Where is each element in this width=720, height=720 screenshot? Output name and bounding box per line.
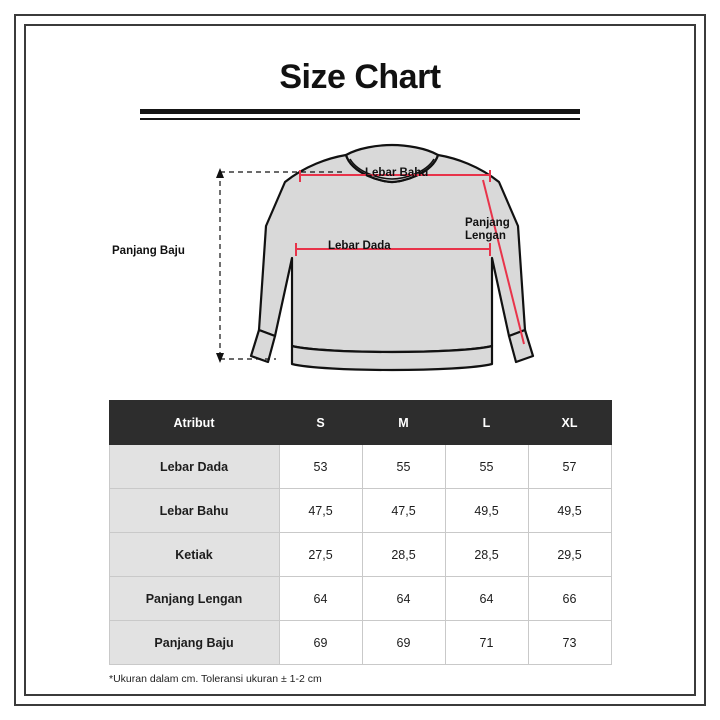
row-label-lebar-dada: Lebar Dada xyxy=(109,445,279,489)
column-header-l: L xyxy=(445,401,528,445)
title-divider xyxy=(140,109,580,120)
row-label-lebar-bahu: Lebar Bahu xyxy=(109,489,279,533)
cell-ketiak-xl: 29,5 xyxy=(528,533,611,577)
cell-lebar-bahu-m: 47,5 xyxy=(362,489,445,533)
row-label-panjang-lengan: Panjang Lengan xyxy=(109,577,279,621)
table-row xyxy=(109,489,611,533)
cell-lebar-dada-xl: 57 xyxy=(528,445,611,489)
label-panjang-lengan xyxy=(465,217,510,243)
label-panjang-lengan-line1: Panjang xyxy=(465,217,510,229)
cell-lebar-dada-s: 53 xyxy=(279,445,362,489)
sweatshirt-illustration xyxy=(100,130,620,392)
label-panjang-lengan-line2: Lengan xyxy=(465,230,506,243)
chart-content xyxy=(40,40,680,685)
size-table xyxy=(109,400,612,665)
table-row xyxy=(109,621,611,665)
cell-panjang-baju-l: 71 xyxy=(445,621,528,665)
cell-panjang-lengan-l: 64 xyxy=(445,577,528,621)
cell-lebar-dada-l: 55 xyxy=(445,445,528,489)
divider-thin xyxy=(140,118,580,120)
size-table-head xyxy=(109,401,611,445)
table-row xyxy=(109,533,611,577)
cell-lebar-bahu-l: 49,5 xyxy=(445,489,528,533)
cell-panjang-baju-m: 69 xyxy=(362,621,445,665)
cell-panjang-lengan-xl: 66 xyxy=(528,577,611,621)
cell-lebar-dada-m: 55 xyxy=(362,445,445,489)
garment-diagram xyxy=(40,130,680,392)
column-header-m: M xyxy=(362,401,445,445)
table-row xyxy=(109,577,611,621)
row-label-panjang-baju: Panjang Baju xyxy=(109,621,279,665)
cell-ketiak-m: 28,5 xyxy=(362,533,445,577)
column-header-s: S xyxy=(279,401,362,445)
cell-ketiak-s: 27,5 xyxy=(279,533,362,577)
column-header-xl: XL xyxy=(528,401,611,445)
table-header-row xyxy=(109,401,611,445)
cell-panjang-lengan-m: 64 xyxy=(362,577,445,621)
table-row xyxy=(109,445,611,489)
page-title: Size Chart xyxy=(279,58,441,96)
cell-ketiak-l: 28,5 xyxy=(445,533,528,577)
measurement-note: *Ukuran dalam cm. Toleransi ukuran ± 1-2 cm xyxy=(109,673,322,685)
column-header-atribut: Atribut xyxy=(109,401,279,445)
divider-thick xyxy=(140,109,580,114)
cell-panjang-baju-s: 69 xyxy=(279,621,362,665)
label-lebar-bahu: Lebar Bahu xyxy=(365,167,429,179)
label-panjang-baju: Panjang Baju xyxy=(112,245,185,257)
cell-lebar-bahu-xl: 49,5 xyxy=(528,489,611,533)
cell-panjang-lengan-s: 64 xyxy=(279,577,362,621)
row-label-ketiak: Ketiak xyxy=(109,533,279,577)
size-table-body xyxy=(109,445,611,665)
label-lebar-dada: Lebar Dada xyxy=(328,240,391,252)
cell-panjang-baju-xl: 73 xyxy=(528,621,611,665)
cell-lebar-bahu-s: 47,5 xyxy=(279,489,362,533)
